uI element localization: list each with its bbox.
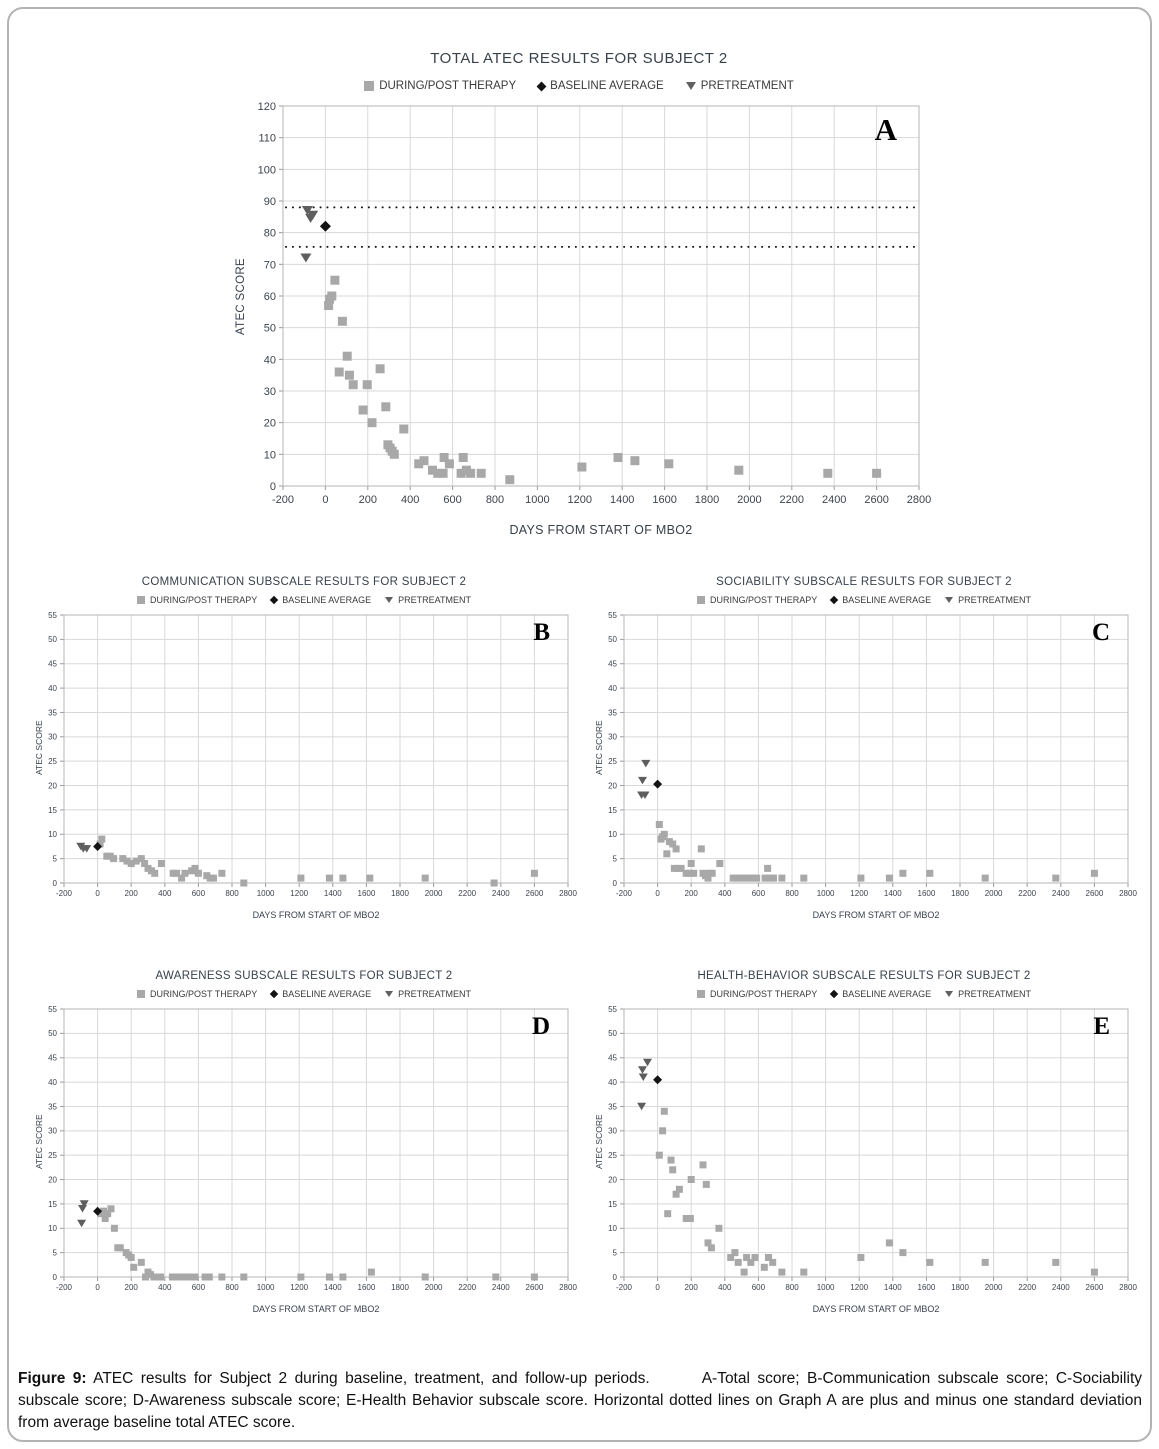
svg-text:30: 30 [608, 732, 617, 742]
svg-text:25: 25 [608, 1151, 617, 1161]
svg-text:1400: 1400 [883, 1283, 902, 1292]
svg-text:2400: 2400 [1051, 1283, 1070, 1292]
svg-text:10: 10 [608, 1224, 617, 1234]
svg-text:1000: 1000 [816, 889, 835, 898]
square-marker-icon [364, 81, 374, 91]
legend-label-baseline: BASELINE AVERAGE [550, 80, 664, 92]
plot-zone [28, 1003, 580, 1301]
legend-item-baseline [831, 989, 931, 999]
chart-legend [588, 595, 1140, 605]
svg-text:25: 25 [48, 1151, 57, 1161]
triangle-down-marker-icon [385, 597, 393, 603]
svg-text:1600: 1600 [357, 889, 376, 898]
svg-text:15: 15 [608, 805, 617, 815]
legend-label-baseline: BASELINE AVERAGE [842, 595, 932, 605]
legend-item-baseline [538, 80, 664, 92]
svg-text:2800: 2800 [1119, 889, 1137, 898]
legend-item-during [697, 595, 817, 605]
svg-text:1200: 1200 [850, 1283, 869, 1292]
panel-letter-a: A [874, 112, 897, 147]
svg-text:35: 35 [608, 708, 617, 718]
svg-text:200: 200 [124, 1283, 138, 1292]
svg-text:2600: 2600 [525, 889, 544, 898]
svg-text:35: 35 [48, 708, 57, 718]
svg-text:45: 45 [608, 659, 617, 669]
svg-text:2200: 2200 [1018, 889, 1037, 898]
figure-caption [18, 1368, 1142, 1434]
panel-letter-d: D [531, 1013, 550, 1040]
triangle-down-marker-icon [686, 82, 696, 90]
svg-text:2400: 2400 [491, 1283, 510, 1292]
svg-text:0: 0 [655, 1283, 660, 1292]
svg-text:45: 45 [608, 1053, 617, 1063]
legend-label-pretreatment: PRETREATMENT [958, 989, 1031, 999]
svg-text:0: 0 [52, 1272, 57, 1282]
svg-text:30: 30 [263, 386, 276, 398]
svg-text:2600: 2600 [1085, 889, 1104, 898]
svg-text:10: 10 [263, 449, 276, 462]
legend-label-pretreatment: PRETREATMENT [398, 595, 471, 605]
panel-letter-e: E [1093, 1013, 1110, 1040]
legend-label-during: DURING/POST THERAPY [710, 595, 818, 605]
svg-text:800: 800 [485, 494, 505, 506]
square-marker-icon [697, 990, 705, 998]
svg-text:1200: 1200 [567, 494, 593, 506]
x-axis-label: DAYS FROM START OF MBO2 [252, 1304, 380, 1314]
x-axis-label: DAYS FROM START OF MBO2 [812, 910, 940, 920]
svg-text:40: 40 [263, 354, 276, 367]
svg-text:50: 50 [608, 1029, 617, 1039]
svg-text:600: 600 [191, 889, 206, 898]
svg-text:30: 30 [48, 1126, 57, 1136]
svg-text:15: 15 [48, 1199, 57, 1209]
svg-text:1800: 1800 [391, 889, 409, 898]
x-axis-label: DAYS FROM START OF MBO2 [252, 910, 380, 920]
svg-text:400: 400 [158, 889, 172, 898]
svg-text:20: 20 [48, 781, 57, 791]
legend-item-pretreatment [945, 595, 1031, 605]
svg-text:2200: 2200 [779, 494, 805, 506]
figure-caption-label: Figure 9: [18, 1369, 87, 1387]
svg-text:400: 400 [401, 494, 420, 506]
y-axis-label: ATEC SCORE [594, 1114, 604, 1169]
svg-text:25: 25 [608, 757, 617, 767]
chart-title: SOCIABILITY SUBSCALE RESULTS FOR SUBJECT 2 [716, 576, 1012, 588]
figure-caption-text-1: ATEC results for Subject 2 during baseline, treatment, and follow-up periods. [86, 1369, 650, 1387]
x-axis-label: DAYS FROM START OF MBO2 [509, 523, 693, 537]
svg-text:0: 0 [269, 481, 276, 493]
triangle-down-marker-icon [945, 991, 953, 997]
scatter-plot-awareness [28, 1003, 580, 1301]
svg-text:1800: 1800 [951, 1283, 969, 1292]
svg-text:2200: 2200 [458, 889, 477, 898]
chart-legend [588, 989, 1140, 999]
svg-text:70: 70 [263, 259, 276, 272]
square-marker-icon [697, 596, 705, 604]
diamond-marker-icon [537, 81, 547, 91]
plot-zone [588, 1003, 1140, 1301]
svg-text:2600: 2600 [525, 1283, 544, 1292]
plot-zone [588, 609, 1140, 907]
scatter-plot-communication [28, 609, 580, 907]
svg-text:400: 400 [718, 889, 732, 898]
svg-text:50: 50 [48, 1029, 57, 1039]
y-axis-label: ATEC SCORE [34, 720, 44, 775]
svg-text:55: 55 [608, 610, 617, 620]
legend-item-baseline [271, 595, 371, 605]
svg-text:1800: 1800 [951, 889, 969, 898]
svg-text:1600: 1600 [357, 1283, 376, 1292]
svg-text:800: 800 [785, 1283, 799, 1292]
svg-text:30: 30 [48, 732, 57, 742]
legend-item-baseline [271, 989, 371, 999]
diamond-marker-icon [830, 596, 838, 604]
svg-text:40: 40 [48, 684, 57, 693]
legend-label-baseline: BASELINE AVERAGE [282, 595, 372, 605]
svg-text:45: 45 [48, 659, 57, 669]
y-axis-label: ATEC SCORE [34, 1114, 44, 1169]
svg-text:60: 60 [263, 291, 276, 303]
legend-label-during: DURING/POST THERAPY [379, 80, 517, 92]
legend-label-baseline: BASELINE AVERAGE [282, 989, 372, 999]
svg-text:1200: 1200 [290, 889, 309, 898]
svg-text:80: 80 [263, 227, 276, 240]
scatter-plot-total [223, 98, 935, 516]
svg-text:2200: 2200 [458, 1283, 477, 1292]
svg-text:1200: 1200 [290, 1283, 309, 1292]
chart-title: HEALTH-BEHAVIOR SUBSCALE RESULTS FOR SUBJECT 2 [697, 970, 1031, 982]
square-marker-icon [137, 990, 145, 998]
svg-text:55: 55 [608, 1004, 617, 1014]
panel-letter-b: B [533, 619, 550, 646]
svg-text:0: 0 [95, 1283, 100, 1292]
svg-text:800: 800 [785, 889, 799, 898]
svg-text:600: 600 [443, 494, 462, 506]
triangle-down-marker-icon [945, 597, 953, 603]
svg-text:55: 55 [48, 1004, 57, 1014]
svg-text:600: 600 [191, 1283, 206, 1292]
svg-text:600: 600 [751, 889, 766, 898]
svg-text:1600: 1600 [652, 494, 677, 506]
svg-text:2800: 2800 [906, 494, 932, 506]
legend-item-pretreatment [686, 80, 794, 92]
svg-text:1200: 1200 [850, 889, 869, 898]
svg-text:10: 10 [608, 830, 617, 840]
svg-text:1000: 1000 [256, 889, 275, 898]
chart-awareness [28, 970, 580, 1314]
svg-text:2800: 2800 [1119, 1283, 1137, 1292]
svg-text:0: 0 [95, 889, 100, 898]
svg-text:0: 0 [655, 889, 660, 898]
svg-text:200: 200 [684, 889, 698, 898]
svg-text:200: 200 [124, 889, 138, 898]
svg-text:90: 90 [263, 196, 276, 208]
legend-item-pretreatment [385, 989, 471, 999]
svg-text:15: 15 [48, 805, 57, 815]
svg-text:-200: -200 [55, 1283, 73, 1292]
svg-text:1000: 1000 [256, 1283, 275, 1292]
svg-text:35: 35 [48, 1102, 57, 1112]
svg-text:50: 50 [48, 635, 57, 645]
svg-text:1400: 1400 [883, 889, 902, 898]
svg-text:40: 40 [48, 1078, 57, 1087]
legend-item-pretreatment [385, 595, 471, 605]
svg-text:1800: 1800 [391, 1283, 409, 1292]
legend-item-pretreatment [945, 989, 1031, 999]
svg-text:10: 10 [48, 1224, 57, 1234]
legend-item-during [137, 989, 257, 999]
svg-text:-200: -200 [271, 494, 295, 506]
legend-item-during [137, 595, 257, 605]
panel-letter-c: C [1091, 619, 1110, 646]
svg-text:200: 200 [684, 1283, 698, 1292]
svg-text:-200: -200 [615, 889, 633, 898]
plot-zone [223, 98, 935, 516]
svg-text:200: 200 [358, 494, 377, 506]
svg-text:20: 20 [608, 781, 617, 791]
legend-label-during: DURING/POST THERAPY [150, 595, 258, 605]
scatter-plot-sociability [588, 609, 1140, 907]
x-axis-label: DAYS FROM START OF MBO2 [812, 1304, 940, 1314]
svg-text:30: 30 [608, 1126, 617, 1136]
svg-text:5: 5 [612, 854, 617, 864]
svg-text:2400: 2400 [821, 494, 847, 506]
svg-text:20: 20 [263, 417, 276, 430]
chart-communication [28, 576, 580, 920]
diamond-marker-icon [830, 990, 838, 998]
legend-label-pretreatment: PRETREATMENT [958, 595, 1031, 605]
svg-text:100: 100 [257, 164, 276, 177]
square-marker-icon [137, 596, 145, 604]
svg-text:2000: 2000 [984, 1283, 1003, 1292]
svg-text:400: 400 [718, 1283, 732, 1292]
svg-text:1400: 1400 [323, 1283, 342, 1292]
legend-item-during [697, 989, 817, 999]
svg-text:2000: 2000 [984, 889, 1003, 898]
chart-legend [223, 80, 935, 92]
svg-text:15: 15 [608, 1199, 617, 1209]
svg-text:800: 800 [225, 1283, 239, 1292]
svg-text:0: 0 [322, 494, 329, 506]
svg-text:1000: 1000 [816, 1283, 835, 1292]
svg-text:45: 45 [48, 1053, 57, 1063]
legend-label-during: DURING/POST THERAPY [150, 989, 258, 999]
svg-text:25: 25 [48, 757, 57, 767]
figure-caption-text-2: A-Total score; B-Communication subscale score; C-Sociability subscale score; D-Awareness subscale score; E-Health Behavior subscale score. Horizontal dotted lines on Graph A are plus and minus one standard deviation from average baseline total ATEC score. [18, 1369, 1143, 1431]
svg-text:800: 800 [225, 889, 239, 898]
svg-text:2000: 2000 [737, 494, 762, 506]
svg-text:2400: 2400 [491, 889, 510, 898]
legend-label-pretreatment: PRETREATMENT [700, 80, 794, 92]
legend-label-baseline: BASELINE AVERAGE [842, 989, 932, 999]
svg-text:2800: 2800 [559, 1283, 577, 1292]
y-axis-label: ATEC SCORE [235, 258, 247, 335]
svg-text:400: 400 [158, 1283, 172, 1292]
svg-text:40: 40 [608, 684, 617, 693]
svg-text:5: 5 [612, 1248, 617, 1258]
legend-label-pretreatment: PRETREATMENT [398, 989, 471, 999]
plot-zone [28, 609, 580, 907]
svg-text:55: 55 [48, 610, 57, 620]
svg-text:50: 50 [608, 635, 617, 645]
svg-text:600: 600 [751, 1283, 766, 1292]
svg-text:2800: 2800 [559, 889, 577, 898]
legend-item-during [364, 80, 516, 92]
legend-item-baseline [831, 595, 931, 605]
svg-text:2600: 2600 [864, 494, 889, 506]
svg-text:1000: 1000 [525, 494, 550, 506]
svg-text:5: 5 [52, 1248, 57, 1258]
svg-text:-200: -200 [615, 1283, 633, 1292]
diamond-marker-icon [270, 990, 278, 998]
chart-sociability [588, 576, 1140, 920]
svg-text:110: 110 [258, 132, 276, 145]
svg-text:1600: 1600 [917, 889, 936, 898]
chart-health-behavior [588, 970, 1140, 1314]
svg-text:1600: 1600 [917, 1283, 936, 1292]
chart-legend [28, 595, 580, 605]
legend-label-during: DURING/POST THERAPY [710, 989, 818, 999]
scatter-plot-health-behavior [588, 1003, 1140, 1301]
chart-total [223, 50, 935, 537]
svg-text:40: 40 [608, 1078, 617, 1087]
svg-text:-200: -200 [55, 889, 73, 898]
svg-text:0: 0 [52, 878, 57, 888]
diamond-marker-icon [270, 596, 278, 604]
svg-text:2600: 2600 [1085, 1283, 1104, 1292]
svg-text:2400: 2400 [1051, 889, 1070, 898]
svg-text:1400: 1400 [323, 889, 342, 898]
svg-text:50: 50 [263, 322, 276, 335]
svg-text:5: 5 [52, 854, 57, 864]
svg-text:2200: 2200 [1018, 1283, 1037, 1292]
chart-legend [28, 989, 580, 999]
chart-title: COMMUNICATION SUBSCALE RESULTS FOR SUBJECT 2 [141, 576, 467, 588]
svg-text:35: 35 [608, 1102, 617, 1112]
svg-text:0: 0 [612, 1272, 617, 1282]
svg-text:1400: 1400 [609, 494, 635, 506]
svg-text:0: 0 [612, 878, 617, 888]
svg-text:1800: 1800 [694, 494, 720, 506]
svg-text:120: 120 [257, 101, 276, 113]
svg-text:20: 20 [48, 1175, 57, 1185]
chart-title: AWARENESS SUBSCALE RESULTS FOR SUBJECT 2 [155, 970, 453, 982]
y-axis-label: ATEC SCORE [594, 720, 604, 775]
svg-text:20: 20 [608, 1175, 617, 1185]
svg-text:2000: 2000 [424, 889, 443, 898]
triangle-down-marker-icon [385, 991, 393, 997]
svg-text:2000: 2000 [424, 1283, 443, 1292]
chart-title: TOTAL ATEC RESULTS FOR SUBJECT 2 [430, 50, 728, 67]
svg-text:10: 10 [48, 830, 57, 840]
